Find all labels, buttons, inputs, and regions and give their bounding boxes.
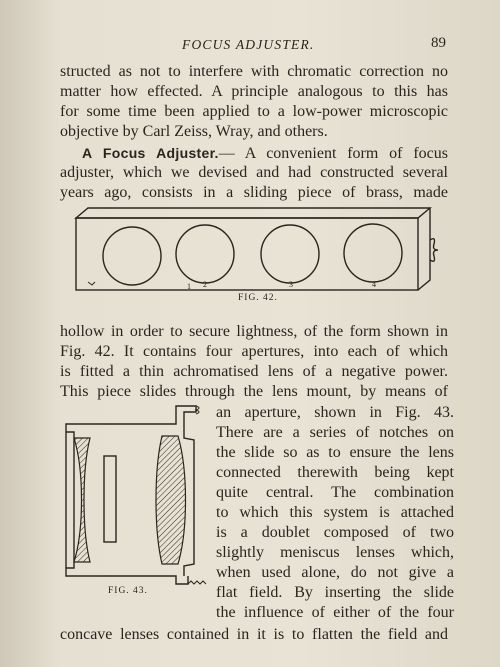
text-line: structed as not to interfere with chromatic correction no	[60, 63, 448, 80]
slide-top-face	[76, 208, 430, 218]
text-line: There are a series of notches on	[216, 424, 454, 441]
aperture-3	[261, 225, 319, 283]
aperture-1	[103, 227, 161, 285]
text-line: an aperture, shown in Fig. 43.	[216, 404, 454, 421]
text-line: is fitted a thin achromatised lens of a negative power.	[60, 363, 448, 380]
page-number: 89	[431, 35, 446, 51]
notch-detail	[188, 581, 206, 584]
aperture-4	[344, 224, 402, 282]
text-line: is a doublet composed of two	[216, 524, 454, 541]
text-line: when used alone, do not give a	[216, 564, 454, 581]
lens-right	[156, 436, 186, 564]
aperture-label: 3	[289, 280, 294, 289]
running-title: FOCUS ADJUSTER.	[182, 37, 315, 52]
figure-42-drawing	[70, 202, 440, 298]
text-line: concave lenses contained in it is to flatten the field and	[60, 626, 448, 643]
slide-side-face	[418, 208, 430, 290]
text-line: quite central. The combination	[216, 484, 454, 501]
figure-42-caption: FIG. 42.	[238, 293, 278, 303]
text-run: — A convenient form of focus	[218, 145, 448, 162]
text-line: This piece slides through the lens mount, by means of	[60, 383, 448, 400]
slide-front-face	[76, 218, 418, 290]
text-line: connected therewith being kept	[216, 464, 454, 481]
text-line: slightly meniscus lenses which,	[216, 544, 454, 561]
figure-43-caption: FIG. 43.	[108, 586, 148, 596]
tick-mark	[88, 282, 95, 285]
section-first-line	[60, 143, 448, 164]
text-line: years ago, consists in a sliding piece of brass, made	[60, 184, 448, 201]
notch-detail	[430, 239, 438, 262]
lens-left	[74, 438, 90, 562]
text-line: adjuster, which we devised and had constructed several	[60, 164, 448, 181]
text-line: the slide so as to ensure the lens	[216, 444, 454, 461]
text-line: to which this system is attached	[216, 504, 454, 521]
figure-43-drawing	[58, 400, 218, 600]
text-line: flat field. By inserting the slide	[216, 584, 454, 601]
section-heading: A Focus Adjuster.	[82, 145, 219, 161]
aperture-label: 2	[203, 280, 208, 289]
text-line: for some time been applied to a low-power microscopic	[60, 103, 448, 120]
aperture-label: 1	[187, 282, 192, 291]
text-line: hollow in order to secure lightness, of the form shown in	[60, 323, 448, 340]
aperture-label: 4	[372, 280, 377, 289]
text-line: Fig. 42. It contains four apertures, into each of which	[60, 343, 448, 360]
slide-section	[104, 456, 116, 542]
mount-top	[66, 406, 196, 432]
text-line: matter how effected. A principle analogous to this has	[60, 83, 448, 100]
text-line: objective by Carl Zeiss, Wray, and others.	[60, 123, 328, 140]
aperture-2	[176, 225, 234, 283]
text-line: the influence of either of the four	[216, 604, 454, 621]
